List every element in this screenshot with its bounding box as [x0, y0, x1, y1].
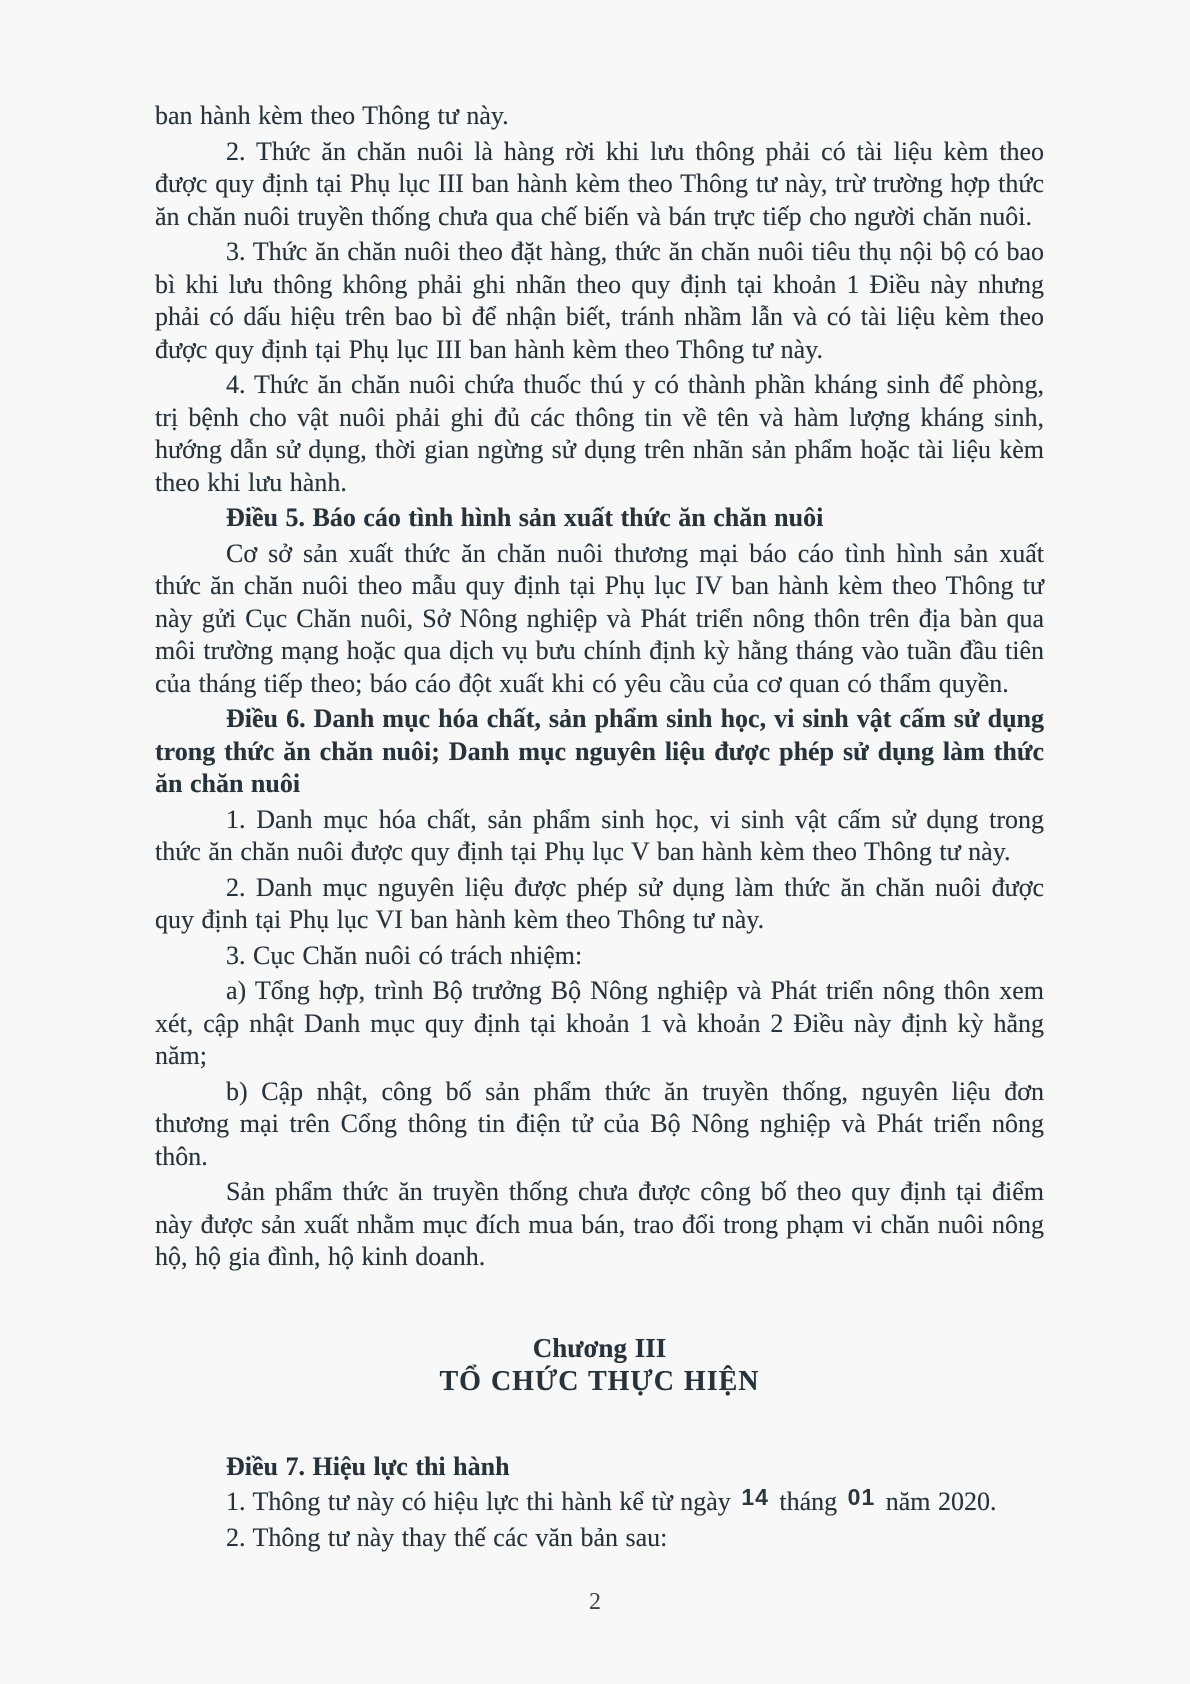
article-6-clause-3: [155, 940, 1044, 973]
text-run: b) Cập nhật, công bố sản phẩm thức ăn truyền thống, nguyên liệu đơn thương mại trên Cổng thông tin điện tử của Bộ Nông nghiệp và Phát triển nông thôn.: [155, 1076, 1044, 1171]
article-5-heading: [155, 502, 1044, 535]
article-5-body: [155, 538, 1044, 701]
text-run: 3. Cục Chăn nuôi có trách nhiệm:: [226, 940, 583, 970]
continuation-line: [155, 100, 1044, 133]
article-7-heading: [155, 1451, 1044, 1484]
text-run: 4. Thức ăn chăn nuôi chứa thuốc thú y có thành phần kháng sinh để phòng, trị bệnh cho vật nuôi phải ghi đủ các thông tin về tên và hàm lượng kháng sinh, hướng dẫn sử dụng, thời gian ngừng sử dụng trên nhãn sản phẩm hoặc tài liệu kèm theo khi lưu hành.: [155, 370, 1044, 497]
article-6-note: [155, 1176, 1044, 1274]
text-run: Điều 6. Danh mục hóa chất, sản phẩm sinh học, vi sinh vật cấm sử dụng trong thức ăn chăn nuôi; Danh mục nguyên liệu được phép sử dụng làm thức ăn chăn nuôi: [155, 704, 1044, 798]
text-run: 3. Thức ăn chăn nuôi theo đặt hàng, thức ăn chăn nuôi tiêu thụ nội bộ có bao bì khi lưu thông không phải ghi nhãn theo quy định tại khoản 1 Điều này nhưng phải có dấu hiệu trên bao bì để nhận biết, tránh nhầm lẫn và có tài liệu kèm theo được quy định tại Phụ lục III ban hành kèm theo Thông tư này.: [155, 237, 1044, 364]
page-number: 2: [589, 1589, 601, 1615]
text-run: Điều 5. Báo cáo tình hình sản xuất thức ăn chăn nuôi: [226, 503, 824, 532]
text-run: 1. Danh mục hóa chất, sản phẩm sinh học, vi sinh vật cấm sử dụng trong thức ăn chăn nuôi được quy định tại Phụ lục V ban hành kèm theo Thông tư này.: [155, 804, 1044, 866]
text-run: Chương III: [532, 1332, 667, 1363]
text-run: ban hành kèm theo Thông tư này.: [155, 101, 509, 130]
text-run: Sản phẩm thức ăn truyền thống chưa được công bố theo quy định tại điểm này được sản xuất nhằm mục đích mua bán, trao đổi trong phạm vi chăn nuôi nông hộ, hộ gia đình, hộ kinh doanh.: [155, 1177, 1044, 1271]
text-run: 2. Thức ăn chăn nuôi là hàng rời khi lưu thông phải có tài liệu kèm theo được quy định tại Phụ lục III ban hành kèm theo Thông tư này, trừ trường hợp thức ăn chăn nuôi truyền thống chưa qua chế biến và bán trực tiếp cho người chăn nuôi.: [155, 136, 1044, 231]
article-7-clause-1: [155, 1486, 1044, 1519]
text-run: Cơ sở sản xuất thức ăn chăn nuôi thương mại báo cáo tình hình sản xuất thức ăn chăn nuôi theo mẫu quy định tại Phụ lục IV ban hành kèm theo Thông tư này gửi Cục Chăn nuôi, Sở Nông nghiệp và Phát triển nông thôn trên địa bàn qua môi trường mạng hoặc qua dịch vụ bưu chính định kỳ hằng tháng vào tuần đầu tiên của tháng tiếp theo; báo cáo đột xuất khi có yêu cầu của cơ quan có thẩm quyền.: [155, 538, 1044, 698]
clause-4-3: [155, 236, 1044, 366]
clause-4-4: [155, 369, 1044, 499]
article-6-heading: [155, 703, 1044, 801]
effective-date-day: 14: [741, 1484, 769, 1510]
effective-date-suffix: năm 2020.: [878, 1487, 997, 1516]
clause-4-2: [155, 136, 1044, 234]
text-run: TỔ CHỨC THỰC HIỆN: [439, 1366, 760, 1397]
effective-date-month: 01: [847, 1484, 876, 1510]
text-run: 2. Thông tư này thay thế các văn bản sau:: [226, 1522, 668, 1552]
article-6-clause-2: [155, 872, 1044, 937]
article-6-clause-1: [155, 804, 1044, 869]
effective-date-prefix: 1. Thông tư này có hiệu lực thi hành kể từ ngày: [226, 1487, 739, 1516]
text-run: Điều 7. Hiệu lực thi hành: [226, 1451, 510, 1481]
article-7-clause-2: [155, 1522, 1044, 1555]
article-6-point-b: [155, 1076, 1044, 1174]
chapter-title: [155, 1366, 1044, 1399]
chapter-number: [155, 1332, 1044, 1365]
document-body: [155, 100, 1044, 1554]
effective-date-mid: tháng: [771, 1487, 845, 1516]
text-run: 2. Danh mục nguyên liệu được phép sử dụng làm thức ăn chăn nuôi được quy định tại Phụ lục VI ban hành kèm theo Thông tư này.: [155, 872, 1044, 934]
text-run: a) Tổng hợp, trình Bộ trưởng Bộ Nông nghiệp và Phát triển nông thôn xem xét, cập nhật Danh mục quy định tại khoản 1 và khoản 2 Điều này định kỳ hằng năm;: [155, 976, 1044, 1070]
article-6-point-a: [155, 975, 1044, 1073]
